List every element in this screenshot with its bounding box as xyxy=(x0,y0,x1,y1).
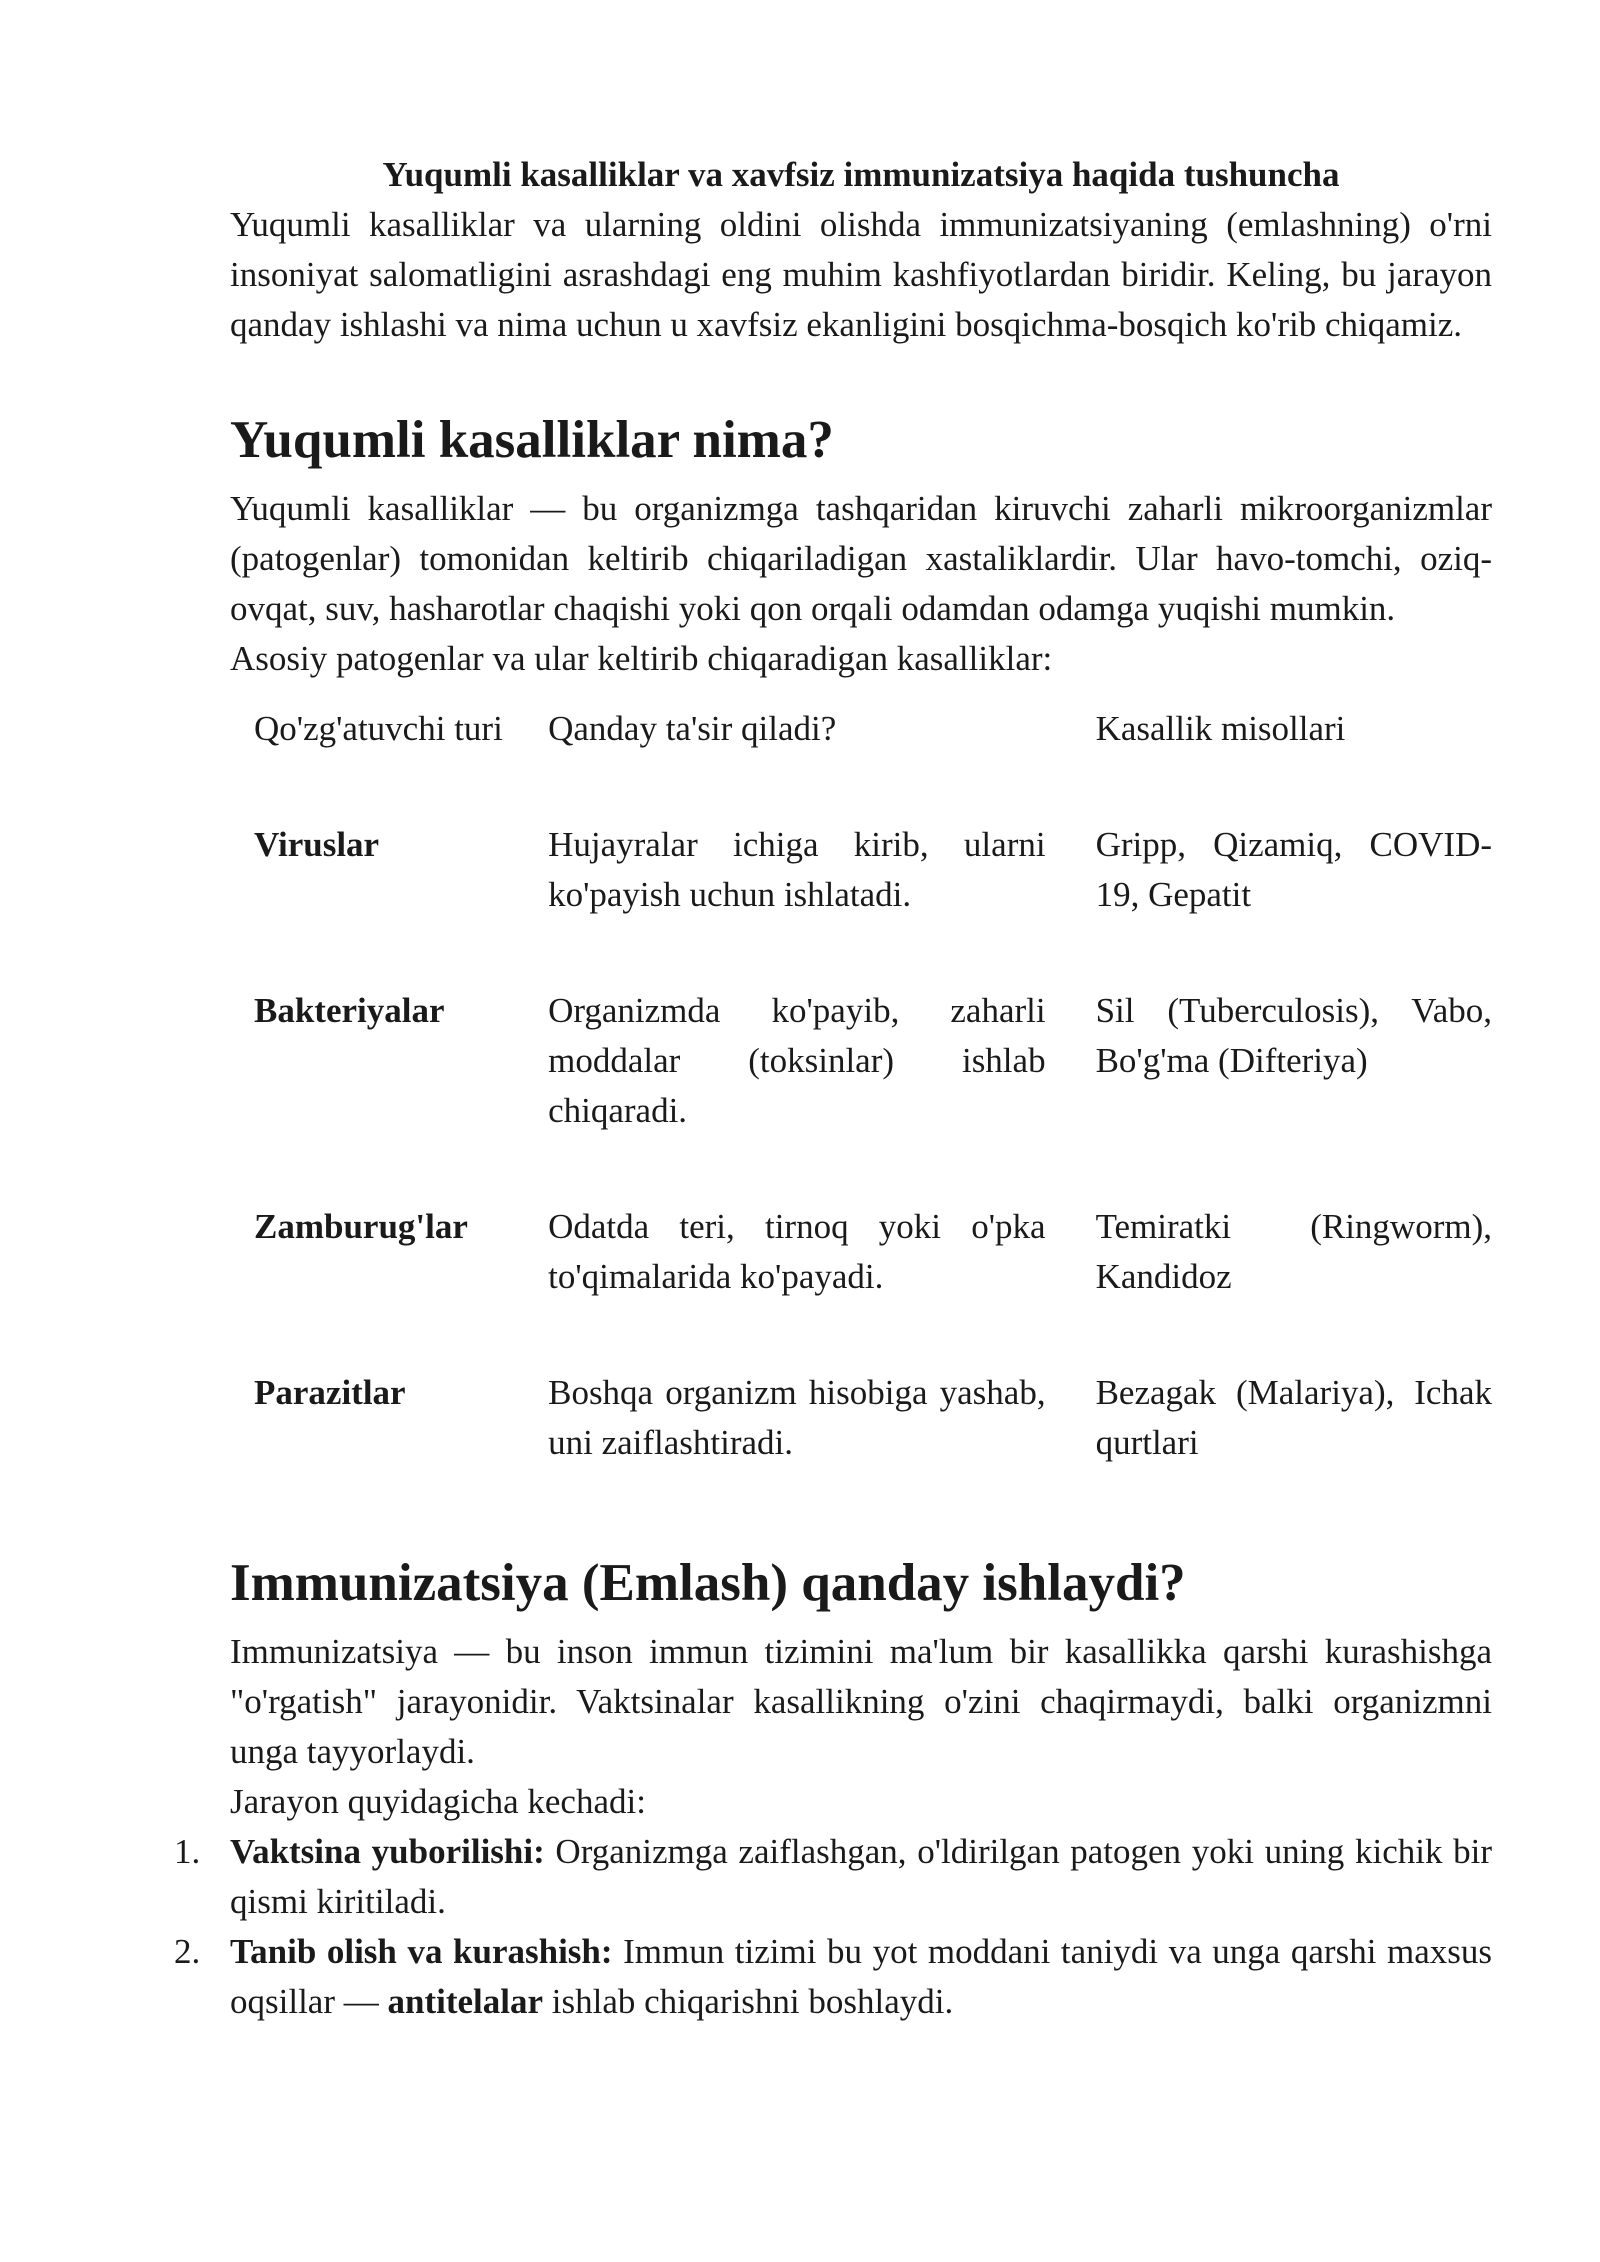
pathogen-effect: Hujayralar ichiga kirib, ularni ko'payish uchun ishlatadi. xyxy=(548,825,1046,914)
pathogen-effect: Odatda teri, tirnoq yoki o'pka to'qimalarida ko'payadi. xyxy=(548,1207,1046,1296)
immunization-paragraph: Immunizatsiya — bu inson immun tizimini ma'lum bir kasallikka qarshi kurashishga "o'rgatish" jarayonidir. Vaktsinalar kasallikning o'zini chaqirmaydi, balki organizmni unga tayyorlaydi. xyxy=(230,1632,1492,1771)
table-row xyxy=(254,820,1492,986)
step-term: Tanib olish va kurashish: xyxy=(230,1932,613,1971)
pathogen-name: Zamburug'lar xyxy=(254,1207,468,1246)
list-item xyxy=(174,1827,1492,1927)
pathogen-table-intro: Asosiy patogenlar va ular keltirib chiqaradigan kasalliklar: xyxy=(230,639,1053,678)
infectious-diseases-paragraph: Yuqumli kasalliklar — bu organizmga tashqaridan kiruvchi zaharli mikroorganizmlar (patogenlar) tomonidan keltirib chiqariladigan xastaliklardir. Ular havo-tomchi, oziq-ovqat, suv, hasharotlar chaqishi yoki qon orqali odamdan odamga yuqishi mumkin. xyxy=(230,489,1492,628)
section-heading-immunization: Immunizatsiya (Emlash) qanday ishlaydi? xyxy=(230,1554,1186,1612)
pathogen-name: Parazitlar xyxy=(254,1373,406,1412)
table-row xyxy=(254,1202,1492,1368)
table-row xyxy=(254,986,1492,1202)
list-number: 2. xyxy=(174,1932,201,1971)
process-intro: Jarayon quyidagicha kechadi: xyxy=(230,1782,646,1821)
table-header-cell: Kasallik misollari xyxy=(1095,709,1346,748)
pathogen-effect: Boshqa organizm hisobiga yashab, uni zaiflashtiradi. xyxy=(548,1373,1046,1462)
step-bold-word: antitelalar xyxy=(387,1982,544,2021)
section-heading-infectious-diseases: Yuqumli kasalliklar nima? xyxy=(230,411,834,469)
disease-examples: Sil (Tuberculosis), Vabo, Bo'g'ma (Difteriya) xyxy=(1095,991,1492,1080)
disease-examples: Gripp, Qizamiq, COVID-19, Gepatit xyxy=(1095,825,1492,914)
table-row xyxy=(254,1368,1492,1468)
document-title: Yuqumli kasalliklar va xavfsiz immunizatsiya haqida tushuncha xyxy=(382,155,1340,194)
list-item xyxy=(174,1927,1492,2027)
step-text: ishlab chiqarishni boshlaydi. xyxy=(543,1982,954,2021)
disease-examples: Bezagak (Malariya), Ichak qurtlari xyxy=(1095,1373,1492,1462)
table-header-row xyxy=(254,704,1492,820)
document-content xyxy=(174,150,1492,2027)
step-text: Immun tizimi bu yot moddani taniydi va unga qarshi maxsus oqsillar — xyxy=(230,1932,1492,2021)
pathogen-effect: Organizmda ko'payib, zaharli moddalar (toksinlar) ishlab chiqaradi. xyxy=(548,991,1046,1130)
step-text: Organizmga zaiflashgan, o'ldirilgan patogen yoki uning kichik bir qismi kiritiladi. xyxy=(230,1832,1492,1921)
intro-paragraph: Yuqumli kasalliklar va ularning oldini olishda immunizatsiyaning (emlashning) o'rni insoniyat salomatligini asrashdagi eng muhim kashfiyotlardan biridir. Keling, bu jarayon qanday ishlashi va nima uchun u xavfsiz ekanligini bosqichma-bosqich ko'rib chiqamiz. xyxy=(230,205,1492,344)
table-header-cell: Qo'zg'atuvchi turi xyxy=(254,709,503,748)
table-header-cell: Qanday ta'sir qiladi? xyxy=(548,709,837,748)
process-steps-list xyxy=(174,1827,1492,2027)
pathogen-name: Bakteriyalar xyxy=(254,991,445,1030)
list-number: 1. xyxy=(174,1832,201,1871)
pathogen-table xyxy=(254,704,1492,1468)
step-term: Vaktsina yuborilishi: xyxy=(230,1832,545,1871)
pathogen-name: Viruslar xyxy=(254,825,380,864)
disease-examples: Temiratki (Ringworm), Kandidoz xyxy=(1095,1207,1492,1296)
